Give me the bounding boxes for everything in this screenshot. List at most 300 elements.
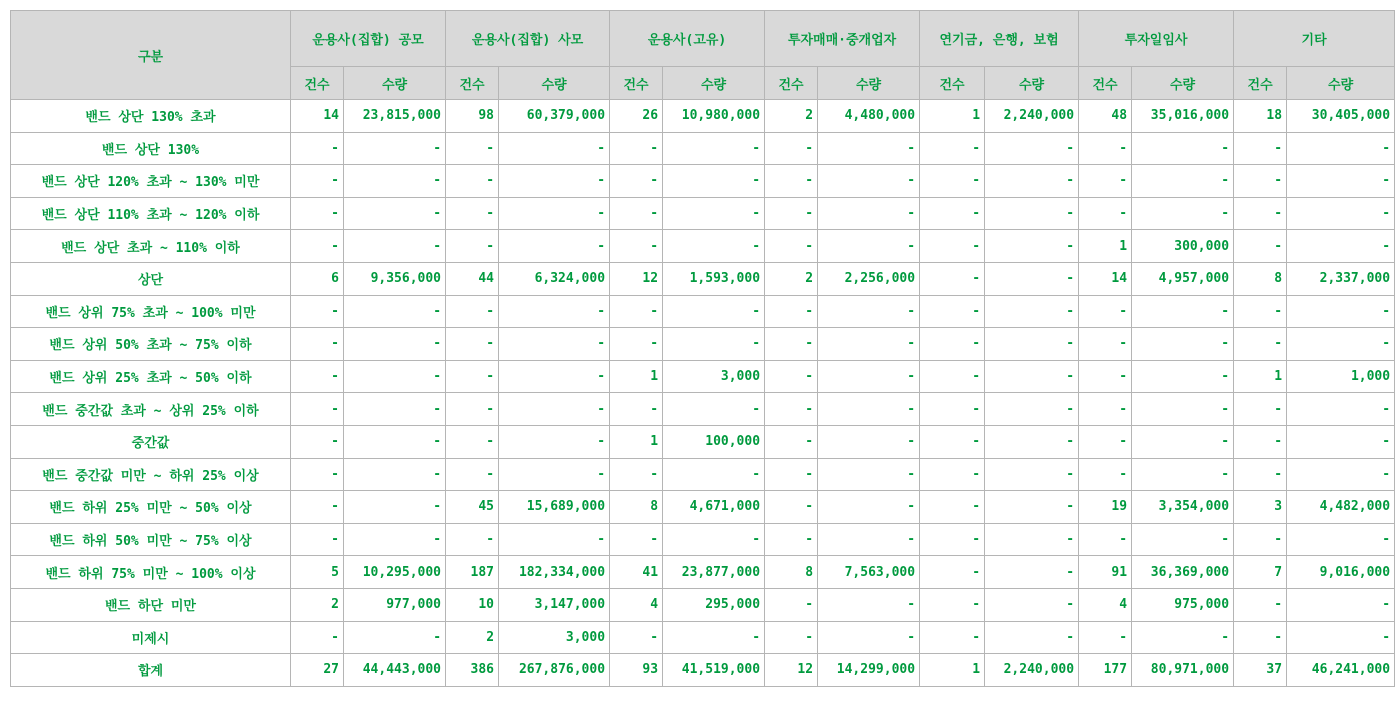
quantity-cell: - — [818, 295, 920, 328]
count-cell: - — [446, 328, 499, 361]
quantity-cell: 3,354,000 — [1132, 491, 1234, 524]
table-row — [11, 262, 1395, 295]
count-cell: - — [920, 328, 985, 361]
quantity-cell: 3,147,000 — [499, 588, 610, 621]
quantity-cell: - — [1132, 523, 1234, 556]
category-header: 구분 — [11, 11, 291, 100]
count-cell: - — [920, 556, 985, 589]
row-label: 밴드 하위 25% 미만 ~ 50% 이상 — [11, 491, 291, 524]
count-cell: 26 — [610, 100, 663, 133]
table-row — [11, 523, 1395, 556]
quantity-cell: - — [663, 295, 765, 328]
quantity-cell: - — [985, 262, 1079, 295]
row-label: 밴드 상위 25% 초과 ~ 50% 이하 — [11, 360, 291, 393]
quantity-cell: 10,295,000 — [344, 556, 446, 589]
count-cell: - — [920, 165, 985, 198]
count-cell: 7 — [1234, 556, 1287, 589]
count-cell: - — [291, 458, 344, 491]
count-cell: 98 — [446, 100, 499, 133]
count-cell: 2 — [765, 100, 818, 133]
quantity-cell: - — [344, 132, 446, 165]
quantity-cell: 300,000 — [1132, 230, 1234, 263]
group-header: 운용사(집합) 사모 — [446, 11, 610, 67]
count-cell: 1 — [610, 360, 663, 393]
table-row — [11, 295, 1395, 328]
count-cell: 91 — [1079, 556, 1132, 589]
row-label: 미제시 — [11, 621, 291, 654]
row-label: 중간값 — [11, 425, 291, 458]
count-cell: - — [1079, 360, 1132, 393]
quantity-cell: - — [818, 360, 920, 393]
group-header: 투자일임사 — [1079, 11, 1234, 67]
table-row — [11, 393, 1395, 426]
count-cell: - — [610, 197, 663, 230]
quantity-cell: 975,000 — [1132, 588, 1234, 621]
count-cell: - — [291, 230, 344, 263]
count-cell: - — [1234, 328, 1287, 361]
row-label: 밴드 상단 초과 ~ 110% 이하 — [11, 230, 291, 263]
quantity-header: 수량 — [663, 67, 765, 100]
count-cell: - — [920, 262, 985, 295]
count-cell: - — [920, 360, 985, 393]
quantity-cell: 15,689,000 — [499, 491, 610, 524]
count-cell: - — [610, 230, 663, 263]
count-cell: - — [1079, 393, 1132, 426]
count-cell: - — [1234, 230, 1287, 263]
table-row — [11, 654, 1395, 687]
row-label: 밴드 하단 미만 — [11, 588, 291, 621]
quantity-cell: - — [818, 621, 920, 654]
quantity-cell: 2,337,000 — [1287, 262, 1395, 295]
table-row — [11, 165, 1395, 198]
count-cell: - — [1079, 458, 1132, 491]
count-cell: - — [1234, 295, 1287, 328]
quantity-cell: - — [1132, 197, 1234, 230]
quantity-cell: 4,480,000 — [818, 100, 920, 133]
count-cell: 386 — [446, 654, 499, 687]
quantity-cell: - — [818, 328, 920, 361]
quantity-cell: - — [1132, 425, 1234, 458]
count-cell: - — [610, 458, 663, 491]
quantity-cell: 2,240,000 — [985, 654, 1079, 687]
quantity-cell: - — [1132, 132, 1234, 165]
quantity-cell: - — [499, 132, 610, 165]
count-cell: - — [765, 393, 818, 426]
quantity-cell: - — [499, 458, 610, 491]
row-label: 밴드 중간값 미만 ~ 하위 25% 이상 — [11, 458, 291, 491]
count-cell: - — [446, 523, 499, 556]
quantity-cell: - — [499, 523, 610, 556]
quantity-cell: 3,000 — [499, 621, 610, 654]
quantity-cell: - — [499, 165, 610, 198]
count-cell: - — [765, 328, 818, 361]
count-cell: - — [920, 621, 985, 654]
row-label: 밴드 상단 130% — [11, 132, 291, 165]
count-cell: - — [920, 458, 985, 491]
count-cell: - — [291, 621, 344, 654]
count-cell: 44 — [446, 262, 499, 295]
row-label: 밴드 상단 130% 초과 — [11, 100, 291, 133]
count-cell: 1 — [610, 425, 663, 458]
count-cell: - — [446, 295, 499, 328]
row-label: 상단 — [11, 262, 291, 295]
row-label: 합계 — [11, 654, 291, 687]
count-cell: - — [1079, 295, 1132, 328]
table-row — [11, 556, 1395, 589]
count-cell: - — [1234, 458, 1287, 491]
quantity-cell: - — [1132, 165, 1234, 198]
count-cell: 93 — [610, 654, 663, 687]
quantity-cell: - — [499, 328, 610, 361]
count-cell: - — [765, 523, 818, 556]
count-cell: - — [610, 393, 663, 426]
count-cell: - — [291, 132, 344, 165]
quantity-header: 수량 — [499, 67, 610, 100]
quantity-header: 수량 — [1287, 67, 1395, 100]
count-cell: 2 — [291, 588, 344, 621]
quantity-cell: - — [499, 197, 610, 230]
count-cell: - — [446, 197, 499, 230]
quantity-cell: - — [1287, 132, 1395, 165]
count-cell: 1 — [1234, 360, 1287, 393]
quantity-cell: - — [663, 523, 765, 556]
count-cell: - — [1079, 165, 1132, 198]
quantity-cell: 6,324,000 — [499, 262, 610, 295]
quantity-cell: - — [1287, 295, 1395, 328]
count-cell: - — [765, 360, 818, 393]
count-cell: - — [920, 491, 985, 524]
count-cell: - — [765, 588, 818, 621]
quantity-cell: - — [663, 230, 765, 263]
quantity-cell: - — [499, 295, 610, 328]
quantity-cell: - — [985, 197, 1079, 230]
quantity-cell: 60,379,000 — [499, 100, 610, 133]
quantity-cell: - — [1132, 360, 1234, 393]
count-cell: 8 — [610, 491, 663, 524]
count-cell: 14 — [291, 100, 344, 133]
quantity-cell: 267,876,000 — [499, 654, 610, 687]
table-row — [11, 100, 1395, 133]
quantity-cell: - — [1287, 230, 1395, 263]
count-cell: - — [446, 425, 499, 458]
count-cell: - — [291, 328, 344, 361]
count-cell: - — [920, 197, 985, 230]
demand-forecast-table-container — [10, 10, 1395, 687]
count-cell: - — [765, 165, 818, 198]
count-cell: - — [1079, 197, 1132, 230]
quantity-cell: - — [344, 523, 446, 556]
count-cell: - — [291, 491, 344, 524]
count-cell: - — [291, 393, 344, 426]
count-cell: 48 — [1079, 100, 1132, 133]
table-row — [11, 458, 1395, 491]
count-cell: - — [291, 165, 344, 198]
quantity-cell: 4,482,000 — [1287, 491, 1395, 524]
count-cell: 2 — [765, 262, 818, 295]
count-cell: 14 — [1079, 262, 1132, 295]
quantity-cell: - — [499, 360, 610, 393]
count-cell: - — [1079, 621, 1132, 654]
count-cell: 3 — [1234, 491, 1287, 524]
quantity-cell: 2,256,000 — [818, 262, 920, 295]
count-cell: - — [1234, 132, 1287, 165]
count-cell: - — [1079, 523, 1132, 556]
count-cell: - — [610, 523, 663, 556]
count-cell: - — [765, 132, 818, 165]
table-row — [11, 360, 1395, 393]
quantity-cell: 4,671,000 — [663, 491, 765, 524]
count-cell: - — [446, 360, 499, 393]
count-cell: - — [765, 197, 818, 230]
quantity-cell: 977,000 — [344, 588, 446, 621]
count-cell: 12 — [765, 654, 818, 687]
count-cell: - — [920, 588, 985, 621]
quantity-cell: - — [344, 425, 446, 458]
count-header: 건수 — [765, 67, 818, 100]
quantity-cell: - — [663, 621, 765, 654]
quantity-cell: - — [344, 165, 446, 198]
count-cell: - — [291, 197, 344, 230]
quantity-cell: - — [1287, 523, 1395, 556]
count-cell: - — [446, 165, 499, 198]
group-header: 운용사(고유) — [610, 11, 765, 67]
quantity-cell: 100,000 — [663, 425, 765, 458]
count-cell: - — [1079, 328, 1132, 361]
quantity-cell: - — [344, 458, 446, 491]
quantity-cell: - — [663, 458, 765, 491]
count-cell: 1 — [920, 100, 985, 133]
quantity-cell: - — [818, 393, 920, 426]
count-cell: - — [920, 295, 985, 328]
count-cell: 5 — [291, 556, 344, 589]
count-header: 건수 — [1079, 67, 1132, 100]
quantity-cell: - — [818, 523, 920, 556]
demand-forecast-table — [10, 10, 1395, 687]
quantity-cell: - — [985, 621, 1079, 654]
quantity-cell: 9,016,000 — [1287, 556, 1395, 589]
row-label: 밴드 상단 120% 초과 ~ 130% 미만 — [11, 165, 291, 198]
count-cell: 45 — [446, 491, 499, 524]
quantity-header: 수량 — [985, 67, 1079, 100]
count-cell: - — [765, 621, 818, 654]
quantity-cell: - — [985, 491, 1079, 524]
quantity-cell: - — [344, 621, 446, 654]
quantity-cell: - — [1132, 621, 1234, 654]
count-cell: - — [1079, 425, 1132, 458]
quantity-cell: - — [985, 523, 1079, 556]
quantity-cell: 41,519,000 — [663, 654, 765, 687]
quantity-cell: - — [985, 360, 1079, 393]
quantity-cell: - — [344, 360, 446, 393]
quantity-cell: - — [1132, 458, 1234, 491]
row-label: 밴드 상위 75% 초과 ~ 100% 미만 — [11, 295, 291, 328]
count-cell: - — [920, 425, 985, 458]
quantity-cell: 23,815,000 — [344, 100, 446, 133]
count-cell: - — [920, 230, 985, 263]
quantity-cell: - — [1132, 295, 1234, 328]
group-header: 기타 — [1234, 11, 1395, 67]
count-cell: - — [446, 230, 499, 263]
quantity-cell: - — [985, 393, 1079, 426]
count-cell: - — [1234, 588, 1287, 621]
count-cell: 12 — [610, 262, 663, 295]
table-row — [11, 491, 1395, 524]
quantity-cell: - — [344, 197, 446, 230]
quantity-cell: 80,971,000 — [1132, 654, 1234, 687]
quantity-cell: - — [1132, 328, 1234, 361]
count-cell: 8 — [765, 556, 818, 589]
count-cell: - — [446, 393, 499, 426]
count-cell: - — [765, 230, 818, 263]
quantity-cell: - — [818, 491, 920, 524]
count-cell: 41 — [610, 556, 663, 589]
row-label: 밴드 상위 50% 초과 ~ 75% 이하 — [11, 328, 291, 361]
quantity-cell: 23,877,000 — [663, 556, 765, 589]
table-row — [11, 621, 1395, 654]
count-cell: 4 — [1079, 588, 1132, 621]
quantity-cell: - — [985, 132, 1079, 165]
quantity-cell: - — [663, 328, 765, 361]
quantity-cell: - — [1287, 393, 1395, 426]
quantity-cell: - — [818, 230, 920, 263]
count-header: 건수 — [920, 67, 985, 100]
row-label: 밴드 하위 50% 미만 ~ 75% 이상 — [11, 523, 291, 556]
count-cell: - — [765, 295, 818, 328]
quantity-cell: 3,000 — [663, 360, 765, 393]
count-cell: 1 — [920, 654, 985, 687]
table-row — [11, 230, 1395, 263]
quantity-cell: - — [663, 393, 765, 426]
count-cell: 6 — [291, 262, 344, 295]
count-cell: - — [920, 523, 985, 556]
quantity-header: 수량 — [818, 67, 920, 100]
quantity-cell: 1,593,000 — [663, 262, 765, 295]
count-cell: - — [610, 295, 663, 328]
quantity-cell: - — [499, 230, 610, 263]
group-header: 운용사(집합) 공모 — [291, 11, 446, 67]
count-cell: 1 — [1079, 230, 1132, 263]
count-cell: 10 — [446, 588, 499, 621]
table-row — [11, 588, 1395, 621]
quantity-cell: - — [985, 588, 1079, 621]
count-cell: - — [920, 393, 985, 426]
count-cell: 27 — [291, 654, 344, 687]
quantity-header: 수량 — [1132, 67, 1234, 100]
quantity-cell: 295,000 — [663, 588, 765, 621]
quantity-cell: - — [985, 458, 1079, 491]
quantity-cell: - — [663, 165, 765, 198]
count-cell: - — [1234, 523, 1287, 556]
quantity-cell: - — [985, 230, 1079, 263]
quantity-cell: - — [818, 165, 920, 198]
count-cell: - — [1079, 132, 1132, 165]
count-cell: - — [1234, 197, 1287, 230]
quantity-cell: 9,356,000 — [344, 262, 446, 295]
quantity-cell: - — [1287, 165, 1395, 198]
quantity-cell: 46,241,000 — [1287, 654, 1395, 687]
count-cell: - — [291, 523, 344, 556]
table-row — [11, 425, 1395, 458]
quantity-cell: 4,957,000 — [1132, 262, 1234, 295]
count-cell: - — [1234, 165, 1287, 198]
quantity-cell: - — [1287, 197, 1395, 230]
count-cell: 37 — [1234, 654, 1287, 687]
count-cell: - — [610, 621, 663, 654]
quantity-cell: - — [818, 588, 920, 621]
count-cell: 19 — [1079, 491, 1132, 524]
quantity-cell: 44,443,000 — [344, 654, 446, 687]
count-cell: - — [610, 165, 663, 198]
count-cell: - — [446, 458, 499, 491]
quantity-cell: 36,369,000 — [1132, 556, 1234, 589]
quantity-cell: - — [818, 197, 920, 230]
row-label: 밴드 중간값 초과 ~ 상위 25% 이하 — [11, 393, 291, 426]
count-header: 건수 — [610, 67, 663, 100]
quantity-header: 수량 — [344, 67, 446, 100]
count-header: 건수 — [1234, 67, 1287, 100]
header-row — [11, 11, 1395, 67]
quantity-cell: 10,980,000 — [663, 100, 765, 133]
quantity-cell: 35,016,000 — [1132, 100, 1234, 133]
count-cell: - — [610, 328, 663, 361]
quantity-cell: - — [344, 328, 446, 361]
quantity-cell: 182,334,000 — [499, 556, 610, 589]
row-label: 밴드 하위 75% 미만 ~ 100% 이상 — [11, 556, 291, 589]
quantity-cell: - — [344, 393, 446, 426]
count-cell: 177 — [1079, 654, 1132, 687]
count-header: 건수 — [446, 67, 499, 100]
quantity-cell: - — [1287, 621, 1395, 654]
quantity-cell: - — [663, 197, 765, 230]
quantity-cell: - — [1287, 458, 1395, 491]
count-cell: - — [291, 425, 344, 458]
quantity-cell: - — [818, 425, 920, 458]
quantity-cell: - — [344, 491, 446, 524]
count-cell: - — [291, 360, 344, 393]
quantity-cell: 1,000 — [1287, 360, 1395, 393]
count-cell: - — [610, 132, 663, 165]
count-cell: 4 — [610, 588, 663, 621]
quantity-cell: - — [985, 295, 1079, 328]
quantity-cell: - — [1287, 328, 1395, 361]
quantity-cell: - — [1287, 588, 1395, 621]
quantity-cell: 14,299,000 — [818, 654, 920, 687]
quantity-cell: - — [499, 393, 610, 426]
row-label: 밴드 상단 110% 초과 ~ 120% 이하 — [11, 197, 291, 230]
count-cell: - — [291, 295, 344, 328]
quantity-cell: 2,240,000 — [985, 100, 1079, 133]
count-cell: 8 — [1234, 262, 1287, 295]
quantity-cell: - — [818, 458, 920, 491]
count-cell: - — [765, 491, 818, 524]
count-cell: 18 — [1234, 100, 1287, 133]
quantity-cell: - — [985, 425, 1079, 458]
count-cell: - — [920, 132, 985, 165]
quantity-cell: - — [344, 295, 446, 328]
count-cell: 187 — [446, 556, 499, 589]
quantity-cell: 7,563,000 — [818, 556, 920, 589]
quantity-cell: 30,405,000 — [1287, 100, 1395, 133]
table-row — [11, 132, 1395, 165]
quantity-cell: - — [985, 328, 1079, 361]
quantity-cell: - — [818, 132, 920, 165]
group-header: 투자매매·중개업자 — [765, 11, 920, 67]
quantity-cell: - — [1132, 393, 1234, 426]
quantity-cell: - — [663, 132, 765, 165]
table-body — [11, 100, 1395, 687]
count-cell: - — [446, 132, 499, 165]
quantity-cell: - — [985, 556, 1079, 589]
